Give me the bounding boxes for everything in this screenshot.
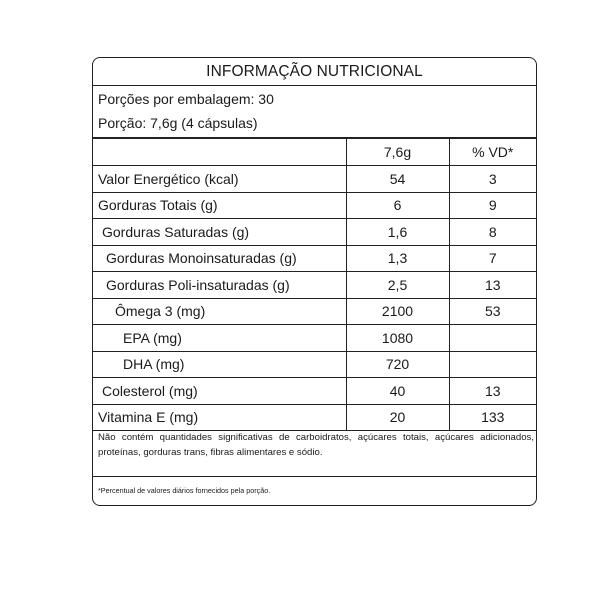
nutrient-amount: 1080 bbox=[346, 325, 449, 352]
table-row bbox=[93, 245, 536, 272]
header-blank-cell bbox=[93, 139, 346, 166]
nutrient-dv: 13 bbox=[449, 378, 536, 405]
nutrient-dv: 133 bbox=[449, 404, 536, 431]
nutrient-dv: 8 bbox=[449, 219, 536, 246]
nutrient-amount: 20 bbox=[346, 404, 449, 431]
nutrient-label: EPA (mg) bbox=[93, 325, 346, 352]
nutrient-dv: 53 bbox=[449, 298, 536, 325]
nutrient-label: Gorduras Monoinsaturadas (g) bbox=[93, 245, 346, 272]
servings-per-package: Porções por embalagem: 30 bbox=[98, 91, 274, 107]
nutrition-table bbox=[93, 139, 536, 431]
nutrient-label: Gorduras Saturadas (g) bbox=[93, 219, 346, 246]
nutrient-dv bbox=[449, 351, 536, 378]
nutrient-dv bbox=[449, 325, 536, 352]
table-header-row bbox=[93, 139, 536, 166]
table-row bbox=[93, 272, 536, 299]
nutrient-dv: 13 bbox=[449, 272, 536, 299]
footnote-divider bbox=[93, 476, 536, 477]
nutrient-label: Vitamina E (mg) bbox=[93, 404, 346, 431]
table-row bbox=[93, 298, 536, 325]
footnote: Não contém quantidades significativas de carboidratos, açúcares totais, açúcares adicionados, proteínas, gorduras trans, fibras alimentares e sódio. bbox=[98, 432, 534, 458]
nutrition-facts-label bbox=[92, 57, 537, 506]
nutrient-label: Ômega 3 (mg) bbox=[93, 298, 346, 325]
label-title: INFORMAÇÃO NUTRICIONAL bbox=[93, 58, 536, 86]
nutrient-label: Gorduras Poli-insaturadas (g) bbox=[93, 272, 346, 299]
table-row bbox=[93, 192, 536, 219]
nutrient-label: Gorduras Totais (g) bbox=[93, 192, 346, 219]
nutrient-amount: 2100 bbox=[346, 298, 449, 325]
nutrient-dv: 9 bbox=[449, 192, 536, 219]
nutrient-label: Valor Energético (kcal) bbox=[93, 166, 346, 193]
nutrient-amount: 2,5 bbox=[346, 272, 449, 299]
table-row bbox=[93, 351, 536, 378]
header-dv: % VD* bbox=[449, 139, 536, 166]
nutrient-amount: 54 bbox=[346, 166, 449, 193]
table-row bbox=[93, 166, 536, 193]
nutrient-dv: 7 bbox=[449, 245, 536, 272]
nutrient-dv: 3 bbox=[449, 166, 536, 193]
nutrient-label: DHA (mg) bbox=[93, 351, 346, 378]
table-row bbox=[93, 325, 536, 352]
daily-value-note: *Percentual de valores diários fornecidos pela porção. bbox=[98, 486, 271, 495]
table-row bbox=[93, 404, 536, 431]
serving-size: Porção: 7,6g (4 cápsulas) bbox=[98, 115, 258, 131]
nutrient-label: Colesterol (mg) bbox=[93, 378, 346, 405]
nutrient-amount: 1,6 bbox=[346, 219, 449, 246]
nutrient-amount: 1,3 bbox=[346, 245, 449, 272]
nutrient-amount: 6 bbox=[346, 192, 449, 219]
table-row bbox=[93, 378, 536, 405]
nutrient-amount: 720 bbox=[346, 351, 449, 378]
table-row bbox=[93, 219, 536, 246]
nutrient-amount: 40 bbox=[346, 378, 449, 405]
header-amount: 7,6g bbox=[346, 139, 449, 166]
